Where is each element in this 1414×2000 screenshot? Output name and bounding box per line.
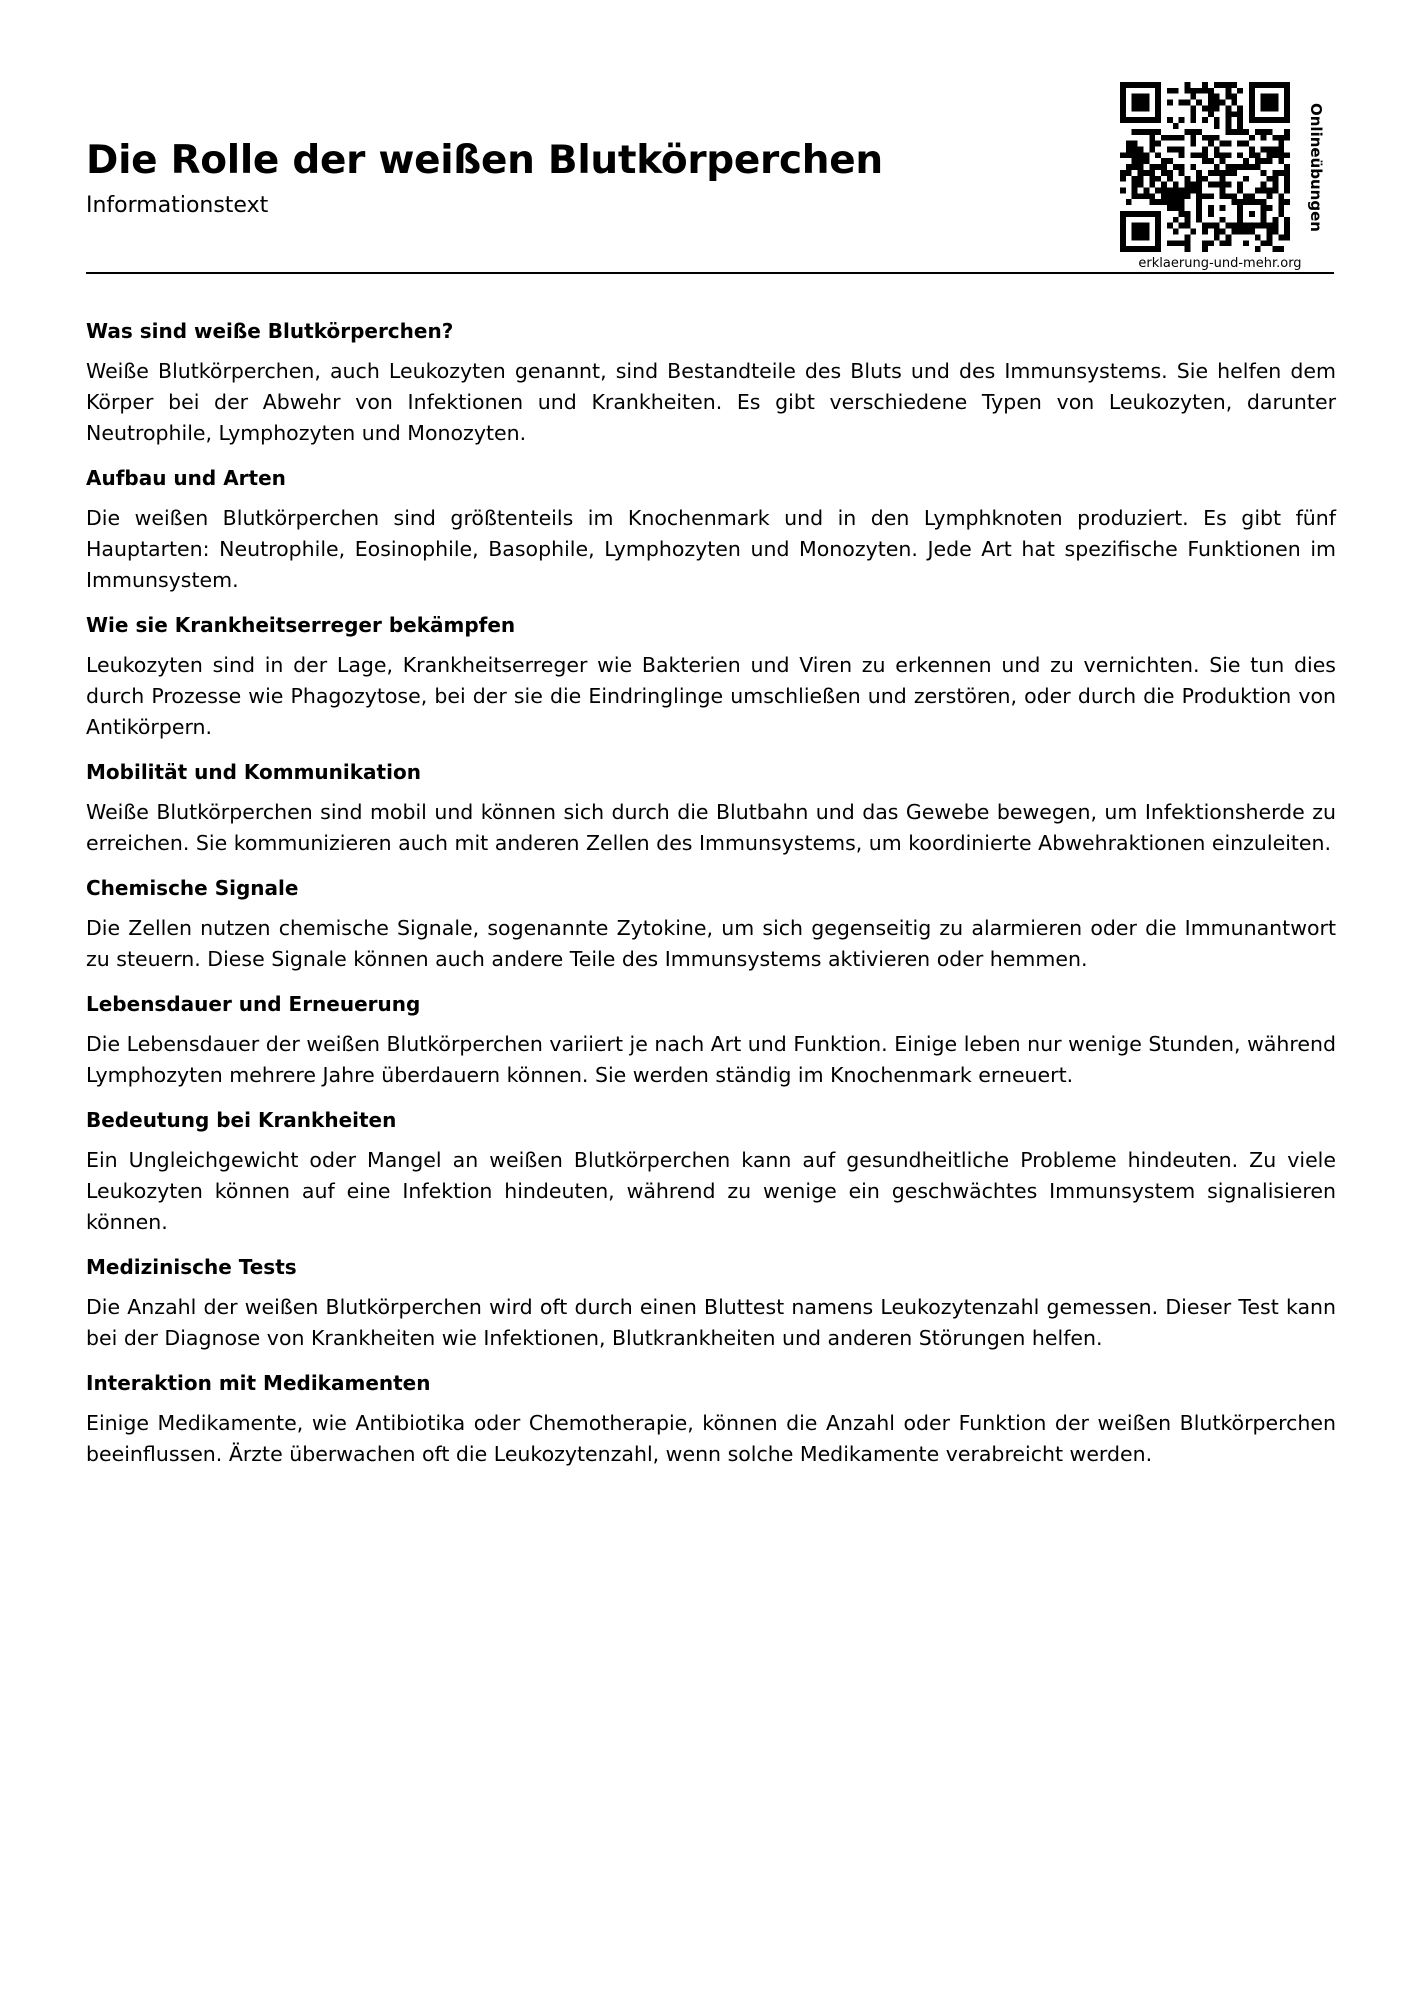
- section-text: Weiße Blutkörperchen, auch Leukozyten genannt, sind Bestandteile des Bluts und des Immunsystems. Sie helfen dem Körper bei der Abwehr von Infektionen und Krankheiten. Es gibt verschiedene Typen von Leukozyten, darunter Neutrophile, Lymphozyten und Monozyten.: [86, 359, 1336, 445]
- section-text: Die weißen Blutkörperchen sind größtenteils im Knochenmark und in den Lymphknoten produziert. Es gibt fünf Hauptarten: Neutrophile, Eosinophile, Basophile, Lymphozyten und Monozyten. Jede Art hat spezifische Funktionen im Immunsystem.: [86, 506, 1336, 592]
- section-heading: Lebensdauer und Erneuerung: [86, 992, 421, 1016]
- section-heading: Medizinische Tests: [86, 1255, 297, 1279]
- section-heading: Chemische Signale: [86, 876, 299, 900]
- worksheet-page: [86, 0, 1336, 2000]
- qr-code-icon[interactable]: [1120, 82, 1290, 252]
- section-mobility-communication: [86, 759, 1336, 859]
- section-heading: Interaktion mit Medikamenten: [86, 1371, 431, 1395]
- section-heading: Mobilität und Kommunikation: [86, 760, 421, 784]
- section-text: Einige Medikamente, wie Antibiotika oder Chemotherapie, können die Anzahl oder Funktion der weißen Blutkörperchen beeinflussen. Ärzte überwachen oft die Leukozytenzahl, wenn solche Medikamente verabreicht werden.: [86, 1411, 1336, 1466]
- page-header: [86, 0, 1336, 275]
- section-text: Die Anzahl der weißen Blutkörperchen wird oft durch einen Bluttest namens Leukozytenzahl gemessen. Dieser Test kann bei der Diagnose von Krankheiten wie Infektionen, Blutkrankheiten und anderen Störungen helfen.: [86, 1295, 1336, 1350]
- section-fighting-pathogens: [86, 612, 1336, 743]
- section-heading: Bedeutung bei Krankheiten: [86, 1108, 397, 1132]
- section-heading: Was sind weiße Blutkörperchen?: [86, 319, 454, 343]
- article-body: [86, 318, 1336, 1486]
- section-text: Weiße Blutkörperchen sind mobil und können sich durch die Blutbahn und das Gewebe bewegen, um Infektionsherde zu erreichen. Sie kommunizieren auch mit anderen Zellen des Immunsystems, um koordinierte Abwehraktionen einzuleiten.: [86, 800, 1336, 855]
- section-disease-relevance: [86, 1107, 1336, 1238]
- qr-url[interactable]: erklaerung-und-mehr.org: [1138, 256, 1302, 271]
- section-what-are-wbc: [86, 318, 1336, 449]
- page-subtitle: Informationstext: [86, 193, 269, 218]
- qr-block: [1120, 82, 1325, 272]
- section-medical-tests: [86, 1254, 1336, 1354]
- section-text: Die Lebensdauer der weißen Blutkörperchen variiert je nach Art und Funktion. Einige leben nur wenige Stunden, während Lymphozyten mehrere Jahre überdauern können. Sie werden ständig im Knochenmark erneuert.: [86, 1032, 1336, 1087]
- header-divider: [86, 272, 1334, 274]
- section-heading: Wie sie Krankheitserreger bekämpfen: [86, 613, 516, 637]
- section-chemical-signals: [86, 875, 1336, 975]
- section-heading: Aufbau und Arten: [86, 466, 286, 490]
- section-text: Leukozyten sind in der Lage, Krankheitserreger wie Bakterien und Viren zu erkennen und zu vernichten. Sie tun dies durch Prozesse wie Phagozytose, bei der sie die Eindringlinge umschließen und zerstören, oder durch die Produktion von Antikörpern.: [86, 653, 1336, 739]
- qr-label: Onlineübungen: [1307, 102, 1325, 232]
- section-structure-types: [86, 465, 1336, 596]
- section-text: Ein Ungleichgewicht oder Mangel an weißen Blutkörperchen kann auf gesundheitliche Probleme hindeuten. Zu viele Leukozyten können auf eine Infektion hindeuten, während zu wenige ein geschwächtes Immunsystem signalisieren können.: [86, 1148, 1336, 1234]
- section-drug-interaction: [86, 1370, 1336, 1470]
- section-text: Die Zellen nutzen chemische Signale, sogenannte Zytokine, um sich gegenseitig zu alarmieren oder die Immunantwort zu steuern. Diese Signale können auch andere Teile des Immunsystems aktivieren oder hemmen.: [86, 916, 1336, 971]
- section-lifespan-renewal: [86, 991, 1336, 1091]
- page-title: Die Rolle der weißen Blutkörperchen: [86, 138, 883, 183]
